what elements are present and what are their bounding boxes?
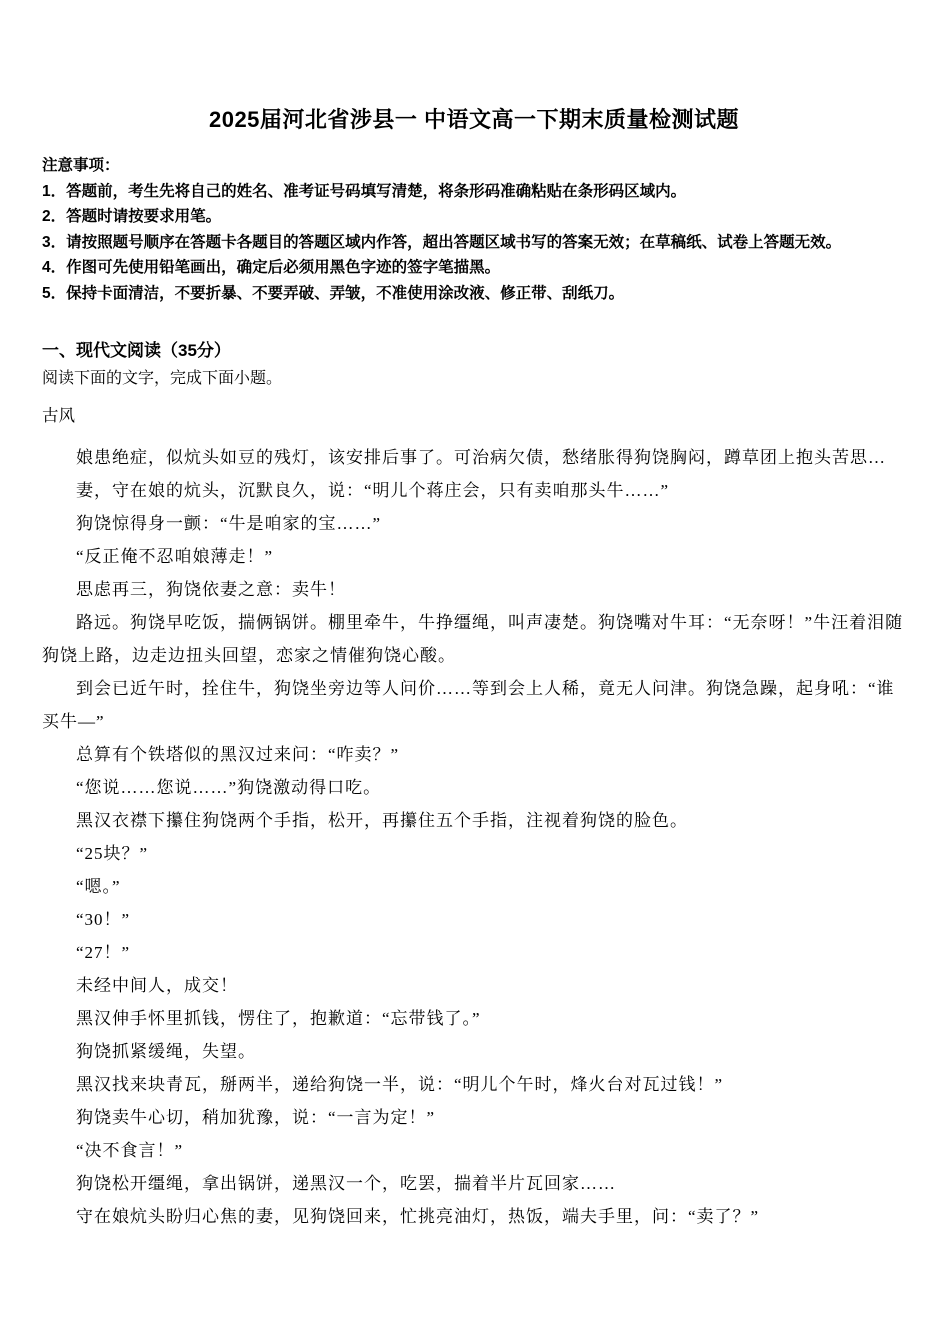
notice-item-2: 2．答题时请按要求用笔。 — [42, 208, 222, 225]
notice-item-1: 1．答题前，考生先将自己的姓名、准考证号码填写清楚，将条形码准确粘贴在条形码区域内。 — [42, 182, 687, 200]
story-paragraph: 娘患绝症，似炕头如豆的残灯，该安排后事了。可治病欠债，愁绪胀得狗饶胸闷，蹲草团上抱头苦思… — [76, 448, 886, 467]
notice-header: 注意事项： — [42, 157, 120, 174]
notice-item-5: 5．保持卡面清洁，不要折暴、不要弄破、弄皱，不准使用涂改液、修正带、刮纸刀。 — [42, 284, 625, 302]
story-paragraph: 妻，守在娘的炕头，沉默良久，说：“明儿个蒋庄会，只有卖咱那头牛……” — [76, 481, 670, 500]
story-paragraph: “嗯。” — [76, 877, 121, 896]
notice-section — [42, 153, 906, 306]
story-paragraph: 狗饶惊得身一颤：“牛是咱家的宝……” — [76, 514, 382, 533]
story-paragraph: 黑汉衣襟下攥住狗饶两个手指，松开，再攥住五个手指，注视着狗饶的脸色。 — [76, 811, 688, 830]
story-paragraph: 黑汉找来块青瓦，掰两半，递给狗饶一半，说：“明儿个午时，烽火台对瓦过钱！” — [76, 1075, 724, 1094]
story-paragraph: 狗饶卖牛心切，稍加犹豫，说：“一言为定！” — [76, 1108, 436, 1127]
story-paragraph: 狗饶抓紧缓绳，失望。 — [76, 1042, 256, 1061]
story-paragraph: “27！” — [76, 943, 131, 962]
story-paragraph: 思虑再三，狗饶依妻之意：卖牛！ — [76, 580, 346, 599]
reading-section — [42, 339, 906, 1233]
story-title: 古风 — [42, 406, 75, 425]
story-paragraph: 到会已近午时，拴住牛，狗饶坐旁边等人问价……等到会上人稀，竟无人问津。狗饶急躁，起身吼：“谁买牛—” — [42, 679, 895, 731]
page-title: 2025届河北省涉县一 中语文高一下期末质量检测试题 — [208, 107, 740, 132]
story-paragraph: 总算有个铁塔似的黑汉过来问：“咋卖？” — [76, 745, 400, 764]
section-heading: 一、现代文阅读（35分） — [42, 341, 231, 360]
story-paragraph: 守在娘炕头盼归心焦的妻，见狗饶回来，忙挑亮油灯，热饭，端夫手里，问：“卖了？” — [76, 1207, 760, 1226]
story-paragraph: 狗饶松开缰绳，拿出锅饼，递黑汉一个，吃罢，揣着半片瓦回家…… — [76, 1174, 616, 1193]
story-paragraph: “30！” — [76, 910, 131, 929]
story-body — [42, 441, 906, 1233]
story-paragraph: 黑汉伸手怀里抓钱，愣住了，抱歉道：“忘带钱了。” — [76, 1009, 481, 1028]
story-paragraph: “反正俺不忍咱娘薄走！” — [76, 547, 274, 566]
story-paragraph: “25块？” — [76, 844, 149, 863]
story-paragraph: 路远。狗饶早吃饭，揣俩锅饼。棚里牵牛，牛挣缰绳，叫声凄楚。狗饶嘴对牛耳：“无奈呀！”牛汪着泪随狗饶上路，边走边扭头回望，恋家之情催狗饶心酸。 — [42, 613, 904, 665]
story-paragraph: 未经中间人，成交！ — [76, 976, 238, 995]
section-instruction: 阅读下面的文字，完成下面小题。 — [42, 370, 283, 387]
story-paragraph: “您说……您说……”狗饶激动得口吃。 — [76, 778, 382, 797]
notice-item-4: 4．作图可先使用铅笔画出，确定后必须用黑色字迹的签字笔描黑。 — [42, 259, 501, 276]
notice-item-3: 3．请按照题号顺序在答题卡各题目的答题区域内作答，超出答题区域书写的答案无效；在草稿纸、试卷上答题无效。 — [42, 233, 842, 251]
story-paragraph: “决不食言！” — [76, 1141, 184, 1160]
